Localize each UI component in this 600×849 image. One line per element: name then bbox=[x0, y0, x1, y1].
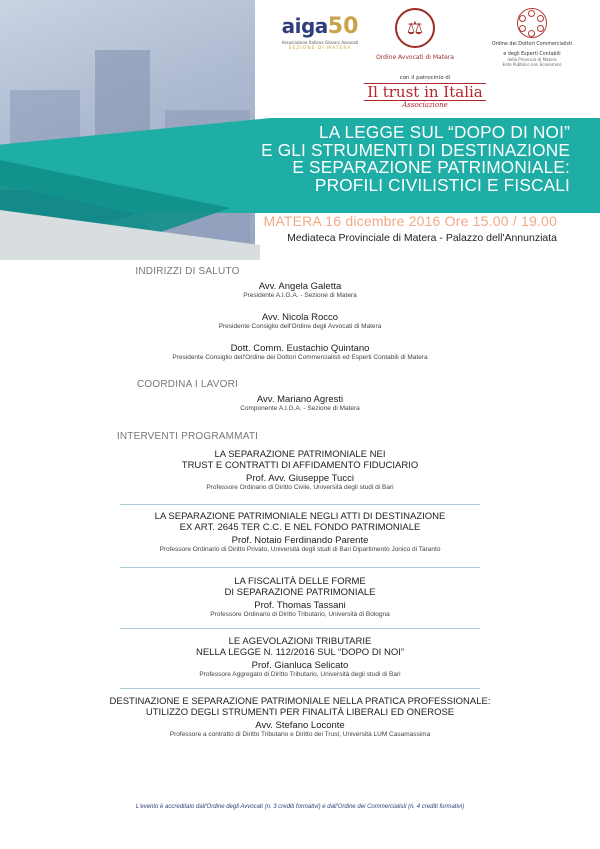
event-date: MATERA 16 dicembre 2016 Ore 15.00 / 19.00 bbox=[263, 213, 557, 229]
speaker-name: Avv. Angela Galetta bbox=[258, 281, 342, 292]
speaker-role: Componente A.I.G.A. - Sezione di Matera bbox=[240, 405, 360, 412]
talk-item: LA FISCALITÀ DELLE FORME DI SEPARAZIONE PATRIMONIALE Prof. Thomas Tassani Professore Ordinario di Diritto Tributario, Università di Bologna bbox=[210, 576, 390, 618]
speaker-role: Presidente A.I.G.A. - Sezione di Matera bbox=[243, 292, 357, 299]
divider bbox=[120, 504, 480, 505]
ordine-avvocati-logo: ⚖ Ordine Avvocati di Matera bbox=[370, 8, 460, 61]
speaker-role: Presidente Consiglio dell'Ordine dei Dottori Commercialisti ed Esperti Contabili di Matera bbox=[172, 354, 428, 361]
patrocinio-block: con il patrocinio di Il trust in Italia Associazione bbox=[345, 75, 505, 109]
divider bbox=[120, 567, 480, 568]
speaker-role: Presidente Consiglio dell'Ordine degli Avvocati di Matera bbox=[218, 323, 382, 330]
divider bbox=[120, 628, 480, 629]
ordine-seal-icon: ⚖ bbox=[395, 8, 435, 48]
coordina-label: COORDINA I LAVORI bbox=[136, 379, 238, 390]
talk-item: DESTINAZIONE E SEPARAZIONE PATRIMONIALE NELLA PRATICA PROFESSIONALE: UTILIZZO DEGLI STRUMENTI PER FINALITÀ LIBERALI ED ONEROSE Avv. Stefano Loconte Professore a contratto di Diritto Tributario e Diritto dei Trust, Università LUM Casamassima bbox=[109, 696, 491, 738]
talk-item: LE AGEVOLAZIONI TRIBUTARIE NELLA LEGGE N. 112/2016 SUL “DOPO DI NOI” Prof. Gianluca Selicato Professore Aggregato di Diritto Tributario, Università degli studi di Bari bbox=[195, 636, 405, 678]
talk-item: LA SEPARAZIONE PATRIMONIALE NEI TRUST E CONTRATTI DI AFFIDAMENTO FIDUCIARIO Prof. Avv. Giuseppe Tucci Professore Ordinario di Diritto Civile, Università degli studi di Bari bbox=[181, 449, 419, 491]
accreditation-footer: L'evento è accreditato dall'Ordine degli Avvocati (n. 3 crediti formativi) e dall'Ordine dei Commercialisti (n. 4 crediti formativi) bbox=[135, 804, 465, 810]
interventi-label: INTERVENTI PROGRAMMATI bbox=[116, 431, 259, 442]
logos-area bbox=[255, 8, 600, 118]
program bbox=[60, 266, 600, 806]
trust-logo: Il trust in Italia bbox=[364, 83, 486, 101]
event-title: LA LEGGE SUL “DOPO DI NOI” E GLI STRUMENTI DI DESTINAZIONE E SEPARAZIONE PATRIMONIALE: PROFILI CIVILISTICI E FISCALI bbox=[261, 122, 570, 195]
event-venue: Mediateca Provinciale di Matera - Palazzo dell'Annunziata bbox=[287, 232, 557, 244]
speaker-name: Dott. Comm. Eustachio Quintano bbox=[230, 343, 370, 354]
aiga-logo: aiga50 Associazione Italiana Giovani Avvocati SEZIONE DI MATERA bbox=[281, 14, 359, 51]
speaker-name: Avv. Nicola Rocco bbox=[261, 312, 339, 323]
rosette-icon bbox=[517, 8, 547, 38]
divider bbox=[120, 688, 480, 689]
ordine-commercialisti-logo: Ordine dei Dottori Commercialisti e degli Esperti Contabili della Provincia di Matera Ente Pubblico non Economico bbox=[477, 8, 587, 67]
saluti-label: INDIRIZZI DI SALUTO bbox=[135, 266, 240, 277]
talk-item: LA SEPARAZIONE PATRIMONIALE NEGLI ATTI DI DESTINAZIONE EX ART. 2645 TER C.C. E NEL FONDO PATRIMONIALE Prof. Notaio Ferdinando Parente Professore Ordinario di Diritto Privato, Università degli studi di Bari Dipartimento Jonico di Taranto bbox=[154, 511, 446, 553]
speaker-name: Avv. Mariano Agresti bbox=[256, 394, 344, 405]
